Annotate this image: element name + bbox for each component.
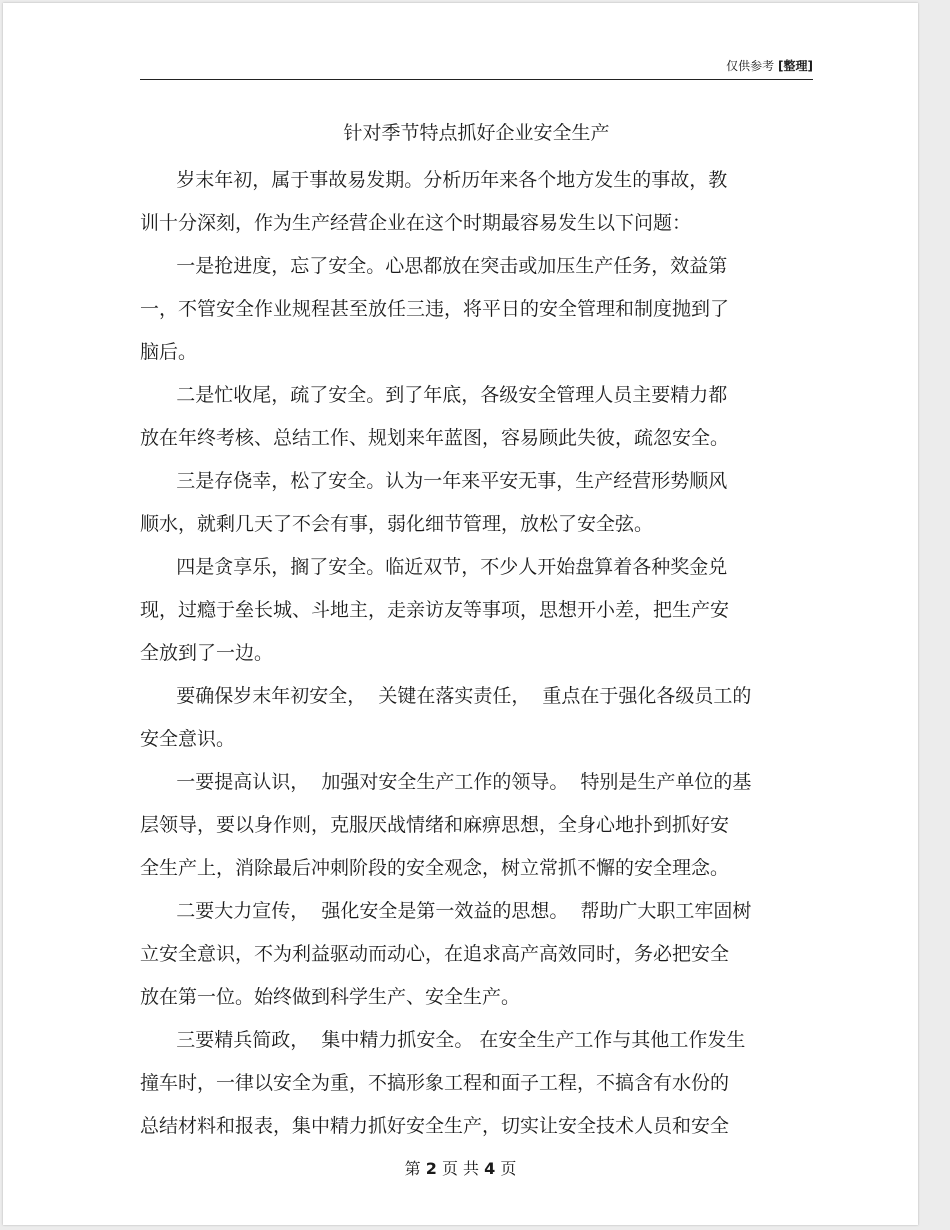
body-paragraph bbox=[140, 245, 820, 374]
paragraph-line: 撞车时，一律以安全为重，不搞形象工程和面子工程，不搞含有水份的 bbox=[140, 1072, 730, 1094]
paragraph-line: 总结材料和报表，集中精力抓好安全生产，切实让安全技术人员和安全 bbox=[140, 1115, 730, 1137]
paragraph-line: 脑后。 bbox=[140, 341, 198, 363]
paragraph-line: 岁末年初，属于事故易发期。分析历年来各个地方发生的事故，教 bbox=[140, 169, 728, 191]
body-paragraph bbox=[140, 374, 820, 460]
paragraph-line: 立安全意识，不为利益驱动而动心，在追求高产高效同时，务必把安全 bbox=[140, 943, 730, 965]
body-paragraph bbox=[140, 761, 820, 890]
paragraph-line: 全生产上，消除最后冲刺阶段的安全观念，树立常抓不懈的安全理念。 bbox=[140, 857, 730, 879]
paragraph-line: 一是抢进度，忘了安全。心思都放在突击或加压生产任务，效益第 bbox=[140, 255, 728, 277]
paragraph-line: 一，不管安全作业规程甚至放任三违，将平日的安全管理和制度抛到了 bbox=[140, 298, 730, 320]
paragraph-line: 二要大力宣传， 强化安全是第一效益的思想。 帮助广大职工牢固树 bbox=[140, 900, 752, 922]
header-tag: [整理] bbox=[778, 59, 813, 73]
paragraph-line: 顺水，就剩几天了不会有事，弱化细节管理，放松了安全弦。 bbox=[140, 513, 654, 535]
paragraph-line: 三是存侥幸，松了安全。认为一年来平安无事，生产经营形势顺风 bbox=[140, 470, 728, 492]
body-paragraph bbox=[140, 675, 820, 761]
body-paragraph bbox=[140, 460, 820, 546]
paragraph-line: 安全意识。 bbox=[140, 728, 236, 750]
document-body bbox=[140, 159, 820, 1148]
header-note: 仅供参考 bbox=[726, 59, 775, 73]
paragraph-line: 四是贪享乐，搁了安全。临近双节，不少人开始盘算着各种奖金兑 bbox=[140, 556, 728, 578]
footer-prefix: 第 bbox=[404, 1159, 421, 1178]
current-page-number: 2 bbox=[425, 1159, 437, 1178]
total-pages-number: 4 bbox=[484, 1159, 496, 1178]
page-footer bbox=[3, 1159, 918, 1179]
paragraph-line: 全放到了一边。 bbox=[140, 642, 274, 664]
footer-suffix: 页 bbox=[500, 1159, 517, 1178]
paragraph-line: 训十分深刻，作为生产经营企业在这个时期最容易发生以下问题： bbox=[140, 212, 692, 234]
paragraph-line: 放在年终考核、总结工作、规划来年蓝图，容易顾此失彼，疏忽安全。 bbox=[140, 427, 730, 449]
body-paragraph bbox=[140, 1019, 820, 1148]
document-page bbox=[3, 3, 918, 1225]
footer-middle: 页 共 bbox=[441, 1159, 480, 1178]
paragraph-line: 层领导，要以身作则，克服厌战情绪和麻痹思想，全身心地扑到抓好安 bbox=[140, 814, 730, 836]
body-paragraph bbox=[140, 546, 820, 675]
paragraph-line: 三要精兵简政， 集中精力抓安全。 在安全生产工作与其他工作发生 bbox=[140, 1029, 746, 1051]
body-paragraph bbox=[140, 159, 820, 245]
body-paragraph bbox=[140, 890, 820, 1019]
paragraph-line: 放在第一位。始终做到科学生产、安全生产。 bbox=[140, 986, 521, 1008]
paragraph-line: 现，过瘾于垒长城、斗地主，走亲访友等事项，思想开小差，把生产安 bbox=[140, 599, 730, 621]
paragraph-line: 要确保岁末年初安全， 关键在落实责任， 重点在于强化各级员工的 bbox=[140, 685, 752, 707]
paragraph-line: 一要提高认识， 加强对安全生产工作的领导。 特别是生产单位的基 bbox=[140, 771, 752, 793]
document-title: 针对季节特点抓好企业安全生产 bbox=[343, 122, 610, 144]
page-header bbox=[140, 57, 813, 80]
paragraph-line: 二是忙收尾，疏了安全。到了年底，各级安全管理人员主要精力都 bbox=[140, 384, 728, 406]
